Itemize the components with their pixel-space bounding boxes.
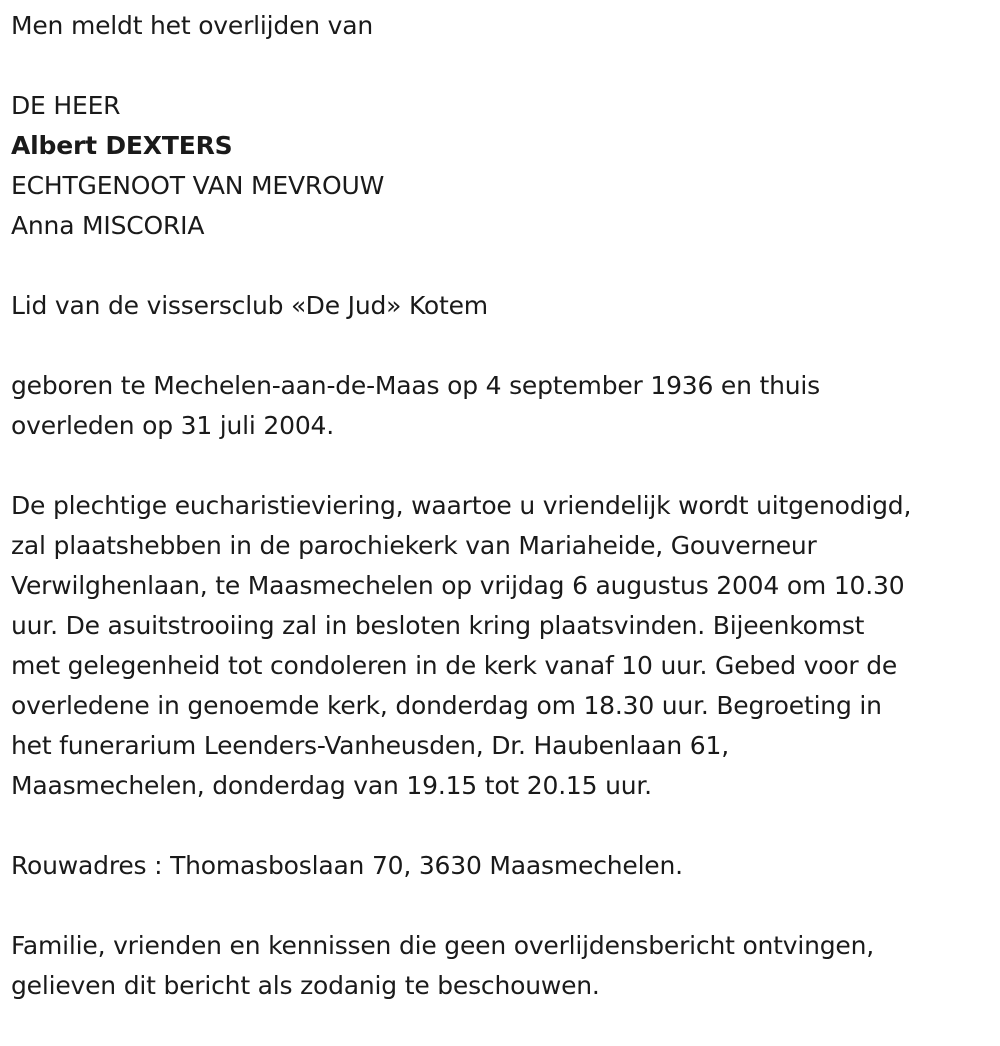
title-prefix: DE HEER <box>11 91 121 120</box>
paragraph-line: De plechtige eucharistieviering, waartoe u vriendelijk wordt uitgenodigd, <box>11 491 912 520</box>
paragraph-line: Maasmechelen, donderdag van 19.15 tot 20.15 uur. <box>11 771 652 800</box>
paragraph-line: het funerarium Leenders-Vanheusden, Dr. Haubenlaan 61, <box>11 731 729 760</box>
spouse-name: Anna MISCORIA <box>11 211 205 240</box>
intro-text: Men meldt het overlijden van <box>11 11 374 40</box>
paragraph-line: uur. De asuitstrooiing zal in besloten kring plaatsvinden. Bijeenkomst <box>11 611 865 640</box>
death-notice <box>11 6 996 1006</box>
paragraph-line: zal plaatshebben in de parochiekerk van Mariaheide, Gouverneur <box>11 531 817 560</box>
deceased-name: Albert DEXTERS <box>11 131 233 160</box>
mourning-address: Rouwadres : Thomasboslaan 70, 3630 Maasmechelen. <box>11 851 683 880</box>
spouse-title: ECHTGENOOT VAN MEVROUW <box>11 171 385 200</box>
membership-text: Lid van de vissersclub «De Jud» Kotem <box>11 291 488 320</box>
ceremony-paragraph <box>11 486 996 806</box>
paragraph-line: geboren te Mechelen-aan-de-Maas op 4 september 1936 en thuis <box>11 371 820 400</box>
paragraph-line: met gelegenheid tot condoleren in de kerk vanaf 10 uur. Gebed voor de <box>11 651 898 680</box>
birth-death-paragraph <box>11 366 996 446</box>
paragraph-line: Familie, vrienden en kennissen die geen overlijdensbericht ontvingen, <box>11 931 875 960</box>
paragraph-line: overleden op 31 juli 2004. <box>11 411 334 440</box>
closing-paragraph <box>11 926 996 1006</box>
paragraph-line: overledene in genoemde kerk, donderdag om 18.30 uur. Begroeting in <box>11 691 882 720</box>
paragraph-line: Verwilghenlaan, te Maasmechelen op vrijdag 6 augustus 2004 om 10.30 <box>11 571 905 600</box>
paragraph-line: gelieven dit bericht als zodanig te beschouwen. <box>11 971 600 1000</box>
